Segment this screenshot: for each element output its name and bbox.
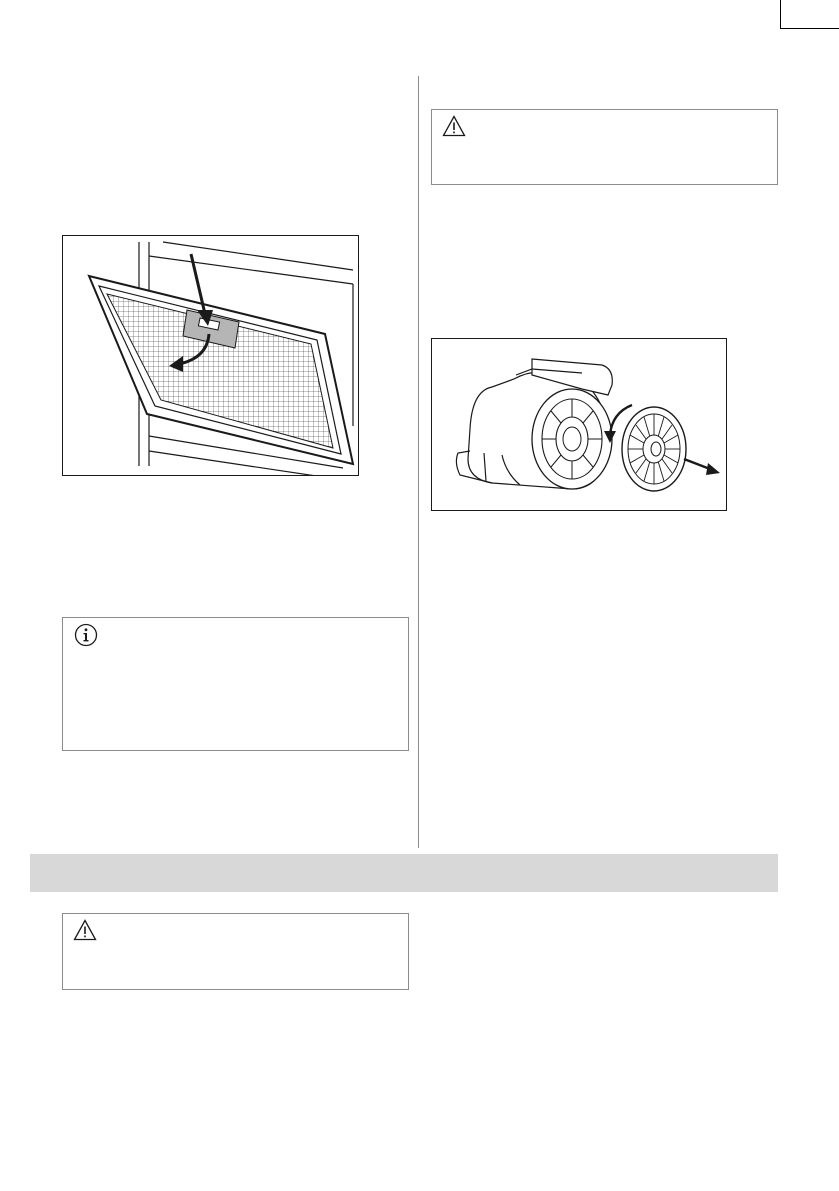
info-note-box [62, 617, 409, 751]
warning-triangle-icon [73, 919, 97, 941]
charcoal-filter-illustration [432, 339, 727, 511]
grease-filter-figure [62, 235, 359, 476]
warning-triangle-icon [442, 115, 466, 137]
grease-filter-illustration [63, 236, 359, 476]
section-heading-band [30, 854, 778, 892]
warning-note-box-bottom [62, 913, 409, 990]
crop-mark-horizontal [780, 28, 839, 29]
warning-note-box-top [431, 109, 778, 185]
crop-mark-vertical [780, 0, 781, 28]
info-circle-icon [74, 623, 98, 647]
column-divider [418, 76, 419, 848]
charcoal-filter-figure [431, 338, 727, 511]
